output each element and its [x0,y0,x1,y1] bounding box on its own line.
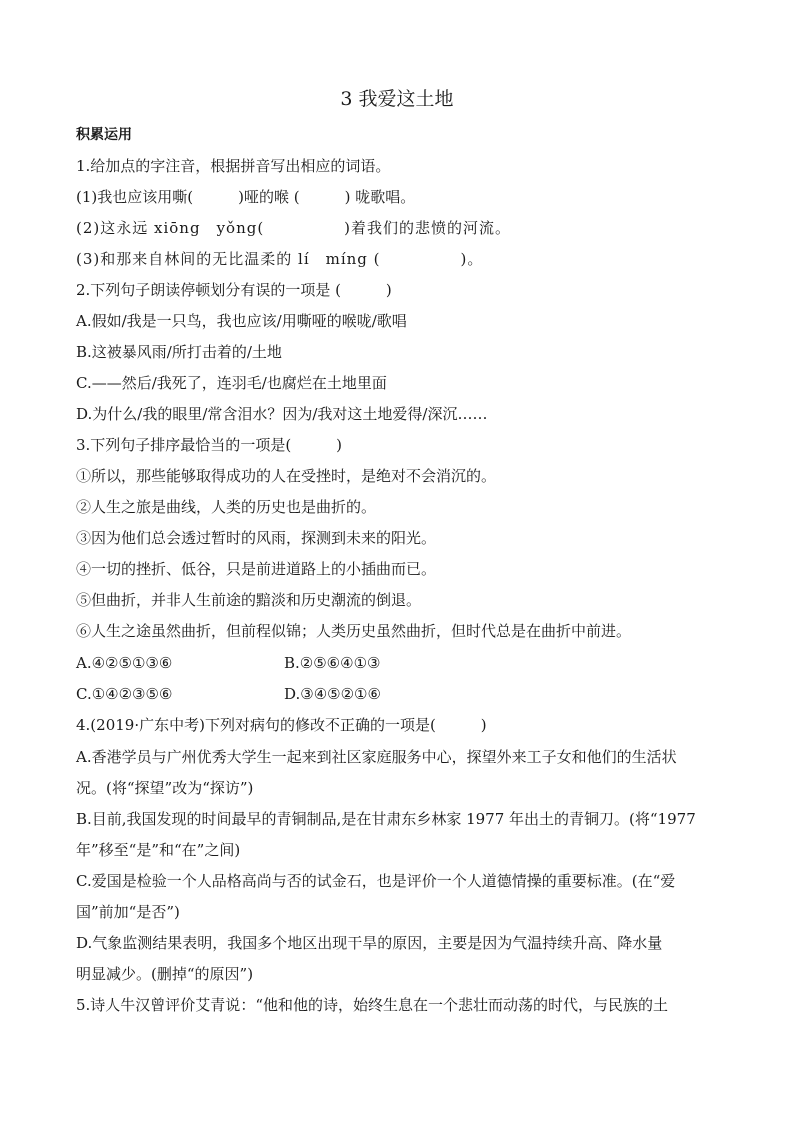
question-4-option-c-line-2: 国”前加“是否”) [76,903,180,921]
question-4-option-b-line-1: B.目前,我国发现的时间最早的青铜制品,是在甘肃东乡林家 1977 年出土的青铜刀。(将“1977 [76,810,696,828]
question-1-item-3: (3)和那来自林间的无比温柔的 lí míng ( )。 [76,250,484,268]
question-2-stem: 2.下列句子朗读停顿划分有误的一项是 ( ) [76,281,392,299]
question-2-option-c: C.——然后/我死了，连羽毛/也腐烂在土地里面 [76,374,387,392]
section-heading: 积累运用 [76,127,132,143]
question-3-option-a: A.④②⑤①③⑥ [76,654,173,672]
page-title: 3 我爱这土地 [340,88,454,110]
question-3-sentence-5: ⑤但曲折，并非人生前途的黯淡和历史潮流的倒退。 [76,591,422,609]
question-2-option-d: D.为什么/我的眼里/常含泪水？因为/我对这土地爱得/深沉…… [76,405,488,423]
question-4-option-a-line-1: A.香港学员与广州优秀大学生一起来到社区家庭服务中心，探望外来工子女和他们的生活状 [76,748,677,766]
question-3-option-c: C.①④②③⑤⑥ [76,685,173,703]
question-4-option-b-line-2: 年”移至“是”和“在”之间) [76,841,241,859]
question-4-option-d-line-2: 明显减少。(删掉“的原因”) [76,965,254,983]
question-1-item-2: (2)这永远 xiōng yǒng( )着我们的悲愤的河流。 [76,219,512,237]
question-3-option-d: D.③④⑤②①⑥ [284,685,381,703]
question-2-option-a: A.假如/我是一只鸟，我也应该/用嘶哑的喉咙/歌唱 [76,312,407,330]
question-2-option-b: B.这被暴风雨/所打击着的/土地 [76,343,282,361]
question-4-stem: 4.(2019·广东中考)下列对病句的修改不正确的一项是( ) [76,716,487,734]
question-4-option-a-line-2: 况。(将“探望”改为“探访”) [76,779,254,797]
question-4-option-c-line-1: C.爱国是检验一个人品格高尚与否的试金石，也是评价一个人道德情操的重要标准。(在“爱 [76,872,676,890]
question-1-stem: 1.给加点的字注音，根据拼音写出相应的词语。 [76,157,391,175]
question-3-sentence-4: ④一切的挫折、低谷，只是前进道路上的小插曲而已。 [76,560,437,578]
question-1-item-1: (1)我也应该用嘶( )哑的喉 ( ) 咙歌唱。 [76,188,416,206]
question-3-stem: 3.下列句子排序最恰当的一项是( ) [76,436,343,454]
question-3-sentence-1: ①所以，那些能够取得成功的人在受挫时，是绝对不会消沉的。 [76,467,497,485]
question-5-stem: 5.诗人牛汉曾评价艾青说：“他和他的诗，始终生息在一个悲壮而动荡的时代，与民族的土 [76,996,668,1014]
question-3-sentence-2: ②人生之旅是曲线，人类的历史也是曲折的。 [76,498,377,516]
question-4-option-d-line-1: D.气象监测结果表明，我国多个地区出现干旱的原因，主要是因为气温持续升高、降水量 [76,934,663,952]
question-3-sentence-6: ⑥人生之途虽然曲折，但前程似锦；人类历史虽然曲折，但时代总是在曲折中前进。 [76,622,632,640]
question-3-option-b: B.②⑤⑥④①③ [284,654,381,672]
question-3-sentence-3: ③因为他们总会透过暂时的风雨，探测到未来的阳光。 [76,529,437,547]
